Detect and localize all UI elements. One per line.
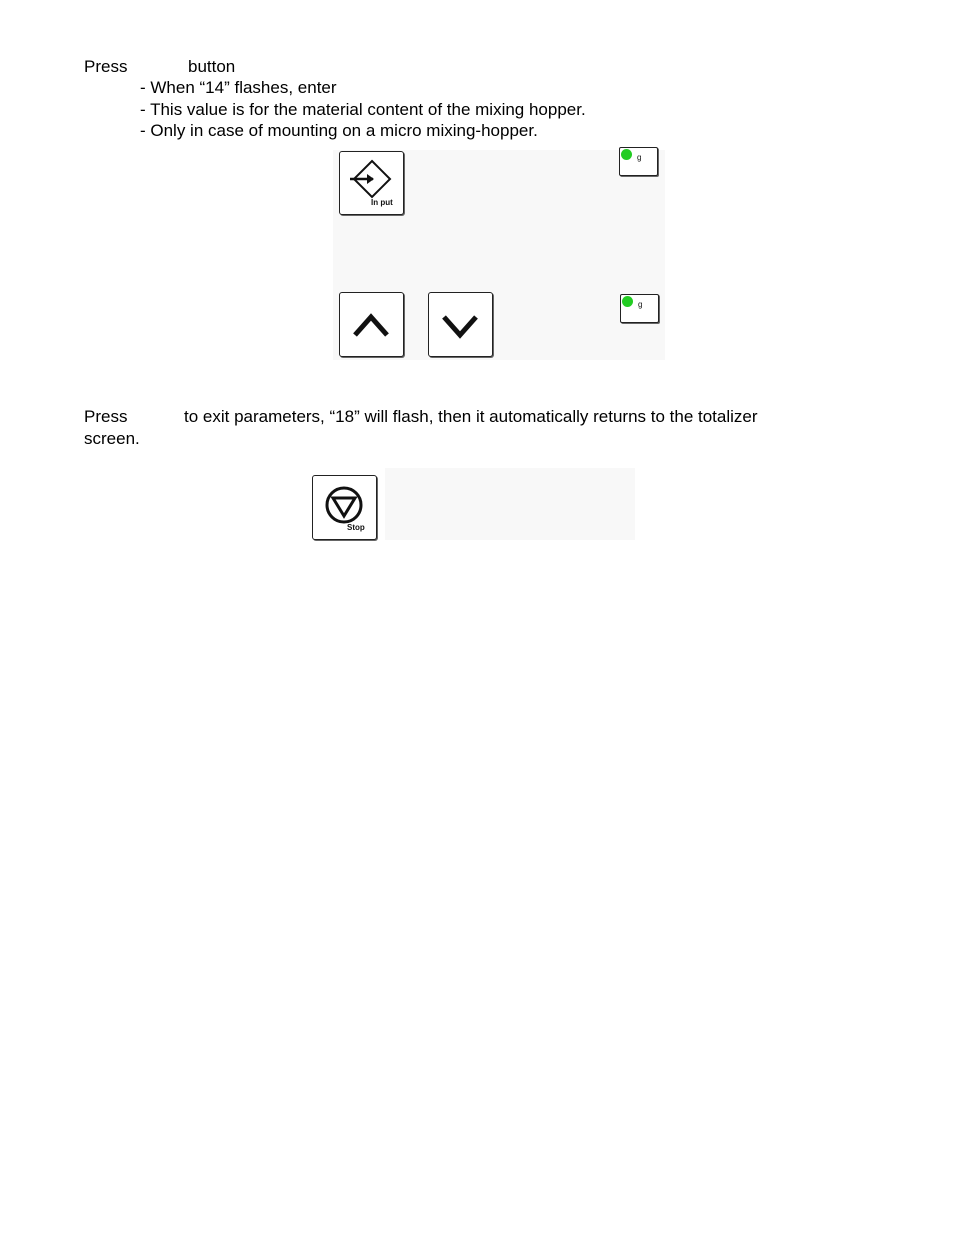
bullet-micro-mixing-hopper: - Only in case of mounting on a micro mixing-hopper. <box>140 121 538 140</box>
green-led-icon <box>621 149 632 160</box>
bullet-material-content: - This value is for the material content of the mixing hopper. <box>140 100 586 119</box>
stop-triangle-icon <box>313 476 376 539</box>
down-button[interactable] <box>428 292 493 357</box>
down-arrow-icon <box>429 293 492 356</box>
button-label: button <box>188 57 236 76</box>
weight-indicator-2 <box>620 294 659 323</box>
press-label-1: Press <box>84 57 128 76</box>
weight-indicator-1 <box>619 147 658 176</box>
stop-panel-background <box>385 468 635 540</box>
screen-text: screen. <box>84 429 140 448</box>
indicator-unit-2: g <box>638 300 643 309</box>
press-label-2: Press <box>84 407 128 426</box>
input-button[interactable] <box>339 151 404 215</box>
indicator-unit-1: g <box>637 153 642 162</box>
exit-parameters-text: to exit parameters, “18” will flash, then it automatically returns to the totalizer <box>184 407 758 426</box>
up-button[interactable] <box>339 292 404 357</box>
input-key-label: In put <box>371 198 393 207</box>
stop-button[interactable] <box>312 475 377 540</box>
bullet-when-14-flashes: - When “14” flashes, enter <box>140 78 337 97</box>
up-arrow-icon <box>340 293 403 356</box>
green-led-icon <box>622 296 633 307</box>
stop-key-label: Stop <box>347 523 365 532</box>
